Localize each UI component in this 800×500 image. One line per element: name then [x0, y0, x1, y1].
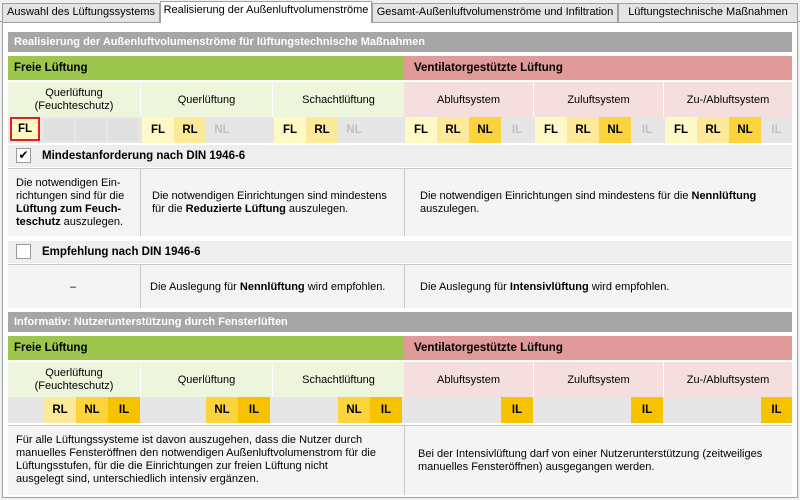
system-label: Querlüftung — [45, 367, 103, 379]
level-cell-empty — [76, 119, 106, 141]
option-empfehlung[interactable] — [8, 241, 792, 263]
level-cell-rl[interactable]: RL — [697, 117, 729, 143]
tab-massnahmen[interactable]: Lüftungstechnische Maßnahmen — [618, 3, 798, 22]
group-fan-ventilation: Ventilatorgestützte Lüftung — [404, 56, 792, 80]
system-label: (Feuchteschutz) — [34, 100, 114, 112]
info-text-fan: Bei der Intensivlüftung darf von einer Nutzerunterstützung (zeitweiliges manuelles Fensteröffnen) ausgegangen werden. — [418, 448, 763, 473]
tab-auswahl[interactable]: Auswahl des Lüftungssystems — [2, 3, 160, 22]
level-cell-nl[interactable]: NL — [599, 117, 631, 143]
mindestanforderung-checkbox[interactable]: ✔ — [16, 148, 31, 163]
system-abluft: Abluftsystem — [404, 82, 533, 118]
divider — [140, 168, 141, 236]
divider — [140, 264, 141, 308]
empfehlung-label: Empfehlung nach DIN 1946-6 — [42, 246, 201, 258]
system-querlueftung: Querlüftung — [141, 362, 272, 398]
level-cell-rl[interactable]: RL — [174, 117, 206, 143]
level-cell-il[interactable]: IL — [761, 397, 792, 423]
level-cell-rl[interactable]: RL — [44, 397, 76, 423]
system-schachtlueftung: Schachtlüftung — [273, 82, 404, 118]
mindest-text-reduziert: Die notwendigen Einrichtungen sind mindestens für die Reduzierte Lüftung auszulegen. — [152, 190, 387, 215]
level-cell-nl[interactable]: NL — [206, 397, 238, 423]
system-label: Querlüftung — [45, 87, 103, 99]
level-cell-rl[interactable]: RL — [567, 117, 599, 143]
group-fan-ventilation: Ventilatorgestützte Lüftung — [404, 336, 792, 360]
empfehlung-text-nenn: Die Auslegung für Nennlüftung wird empfohlen. — [150, 281, 386, 293]
level-cell-il[interactable]: IL — [501, 397, 533, 423]
empfehlung-text-intensiv: Die Auslegung für Intensivlüftung wird empfohlen. — [420, 281, 670, 293]
level-cell-nl[interactable]: NL — [338, 397, 370, 423]
group-free-ventilation: Freie Lüftung — [8, 56, 404, 80]
system-schachtlueftung: Schachtlüftung — [273, 362, 404, 398]
mindestanforderung-label: Mindestanforderung nach DIN 1946-6 — [42, 150, 246, 162]
level-cell-fl[interactable]: FL — [665, 117, 697, 143]
tab-bar — [0, 0, 800, 22]
option-mindestanforderung[interactable] — [8, 145, 792, 167]
system-zuabluft: Zu-/Abluftsystem — [664, 362, 792, 398]
level-cell-il[interactable]: IL — [108, 397, 140, 423]
level-cell-nl[interactable]: NL — [729, 117, 761, 143]
info-text-free: Für alle Lüftungssysteme ist davon auszugehen, dass die Nutzer durch manuelles Fensteröffnen den notwendigen Außenluftvolumenstrom für die Lüftungsstufen, für die die Einrichtungen zur freien Lüftung nicht ausgelegt sind, unterschiedlich intensiv ergänzen. — [16, 434, 376, 485]
tab-gesamt[interactable]: Gesamt-Außenluftvolumenströme und Infiltration — [372, 3, 618, 22]
level-cell-il-disabled: IL — [771, 124, 782, 136]
section-title-realisierung: Realisierung der Außenluftvolumenströme für lüftungstechnische Maßnahmen — [8, 32, 792, 52]
system-zuabluft: Zu-/Abluftsystem — [664, 82, 792, 118]
system-label: (Feuchteschutz) — [34, 380, 114, 392]
section-title-informativ: Informativ: Nutzerunterstützung durch Fensterlüften — [8, 312, 792, 332]
level-cell-fl[interactable]: FL — [535, 117, 567, 143]
divider — [404, 168, 405, 236]
level-cell-fl[interactable]: FL — [142, 117, 174, 143]
level-cell-empty — [44, 119, 74, 141]
divider — [404, 264, 405, 308]
tab-realisierung[interactable]: Realisierung der Außenluftvolumenströme — [160, 1, 372, 23]
system-querlueftung-feuchte — [8, 362, 140, 398]
level-cell-il[interactable]: IL — [631, 397, 663, 423]
system-querlueftung-feuchte — [8, 82, 140, 118]
level-cell-il[interactable]: IL — [238, 397, 270, 423]
level-cell-nl-disabled: NL — [346, 124, 362, 136]
level-cell-fl[interactable]: FL — [274, 117, 306, 143]
level-cell-fl-selected[interactable]: FL — [10, 117, 40, 141]
level-cell-rl[interactable]: RL — [437, 117, 469, 143]
empfehlung-text-dash: – — [70, 281, 77, 293]
system-querlueftung: Querlüftung — [141, 82, 272, 118]
group-free-ventilation: Freie Lüftung — [8, 336, 404, 360]
system-zuluft: Zuluftsystem — [534, 82, 663, 118]
system-abluft: Abluftsystem — [404, 362, 533, 398]
level-cell-nl[interactable]: NL — [469, 117, 501, 143]
empfehlung-checkbox[interactable] — [16, 244, 31, 259]
divider — [404, 425, 405, 495]
mindest-text-nenn: Die notwendigen Einrichtungen sind mindestens für die Nennlüftung auszulegen. — [420, 190, 757, 215]
level-cell-nl[interactable]: NL — [76, 397, 108, 423]
level-cell-il-disabled: IL — [511, 124, 523, 136]
level-cell-il[interactable]: IL — [370, 397, 402, 423]
level-cell-empty — [108, 119, 138, 141]
level-cell-rl[interactable]: RL — [306, 117, 338, 143]
level-cell-nl-disabled: NL — [214, 124, 230, 136]
level-cell-fl[interactable]: FL — [405, 117, 437, 143]
mindest-text-feuchteschutz: Die notwendigen Ein- richtungen sind für die Lüftung zum Feuch- teschutz auszulegen. — [16, 177, 125, 228]
system-zuluft: Zuluftsystem — [534, 362, 663, 398]
level-cell-il-disabled: IL — [641, 124, 653, 136]
